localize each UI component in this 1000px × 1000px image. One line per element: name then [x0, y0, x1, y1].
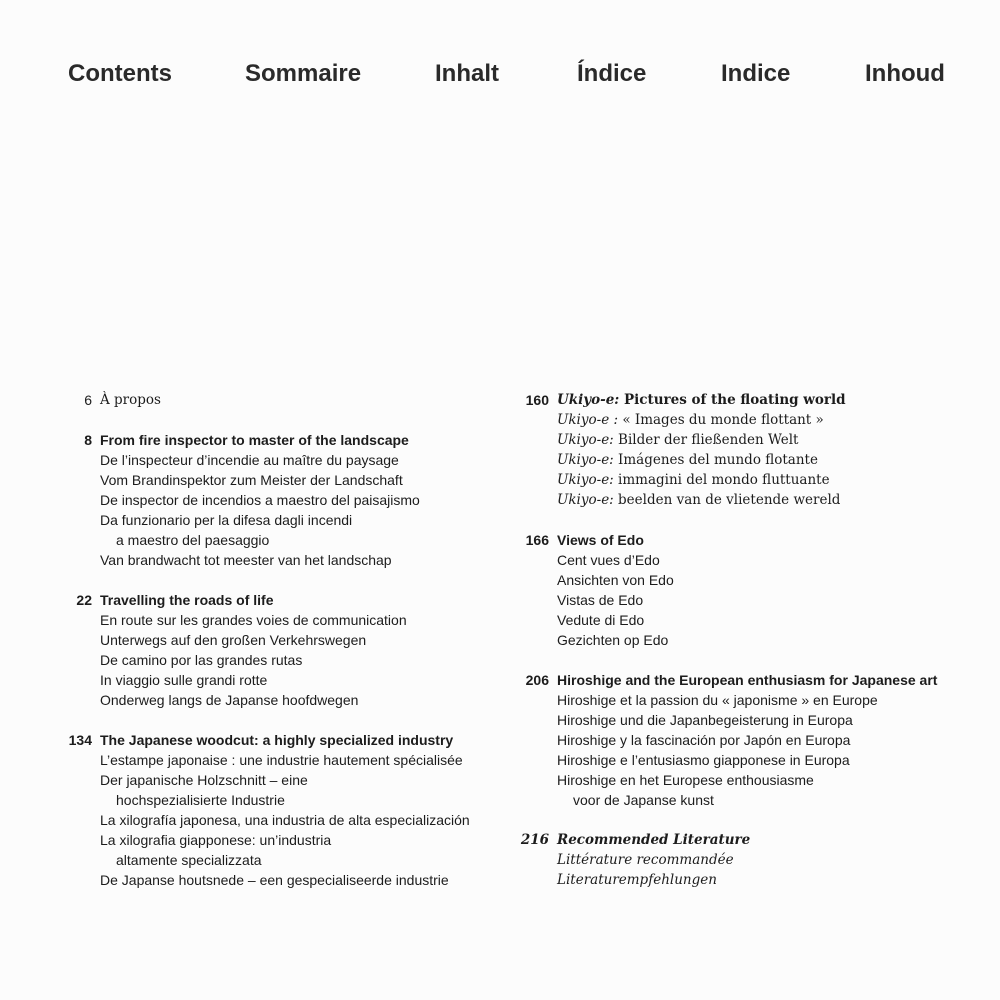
entry-line: Der japanische Holzschnitt – eine: [100, 772, 308, 788]
entry-title: Recommended Literature: [557, 832, 751, 848]
heading-sommaire: Sommaire: [245, 60, 362, 87]
heading-contents: Contents: [68, 60, 172, 87]
entry-line: [557, 450, 1000, 470]
entry-line: De camino por las grandes rutas: [100, 652, 303, 668]
language-headings: [68, 60, 950, 100]
entry-line: De inspector de incendios a maestro del paisajismo: [100, 492, 420, 508]
toc-entry[interactable]: [500, 830, 1000, 890]
entry-title: From fire inspector to master of the landscape: [100, 432, 409, 448]
entry-line-text: « Images du monde flottant »: [622, 412, 824, 428]
ukiyo-e-prefix: Ukiyo-e :: [557, 412, 619, 428]
heading-inhalt: Inhalt: [435, 60, 499, 87]
entry-line: [557, 470, 1000, 490]
page-number: 166: [525, 532, 549, 548]
entry-line: Hiroshige y la fascinación por Japón en Europa: [557, 732, 851, 748]
toc-entry[interactable]: [500, 670, 1000, 810]
entry-line: Literaturempfehlungen: [557, 872, 717, 888]
entry-line: À propos: [100, 392, 161, 408]
entry-line: a maestro del paesaggio: [116, 532, 270, 548]
entry-line: Unterwegs auf den großen Verkehrswegen: [100, 632, 367, 648]
heading-indice-es: Índice: [577, 60, 647, 87]
entry-line: Vom Brandinspektor zum Meister der Landschaft: [100, 472, 403, 488]
entry-line: La xilografía japonesa, una industria de alta especialización: [100, 812, 470, 828]
toc-right-column: [500, 390, 1000, 910]
entry-title: Travelling the roads of life: [100, 592, 274, 608]
page-number: 22: [76, 592, 92, 608]
entry-line: Cent vues d’Edo: [557, 552, 660, 568]
entry-line: Littérature recommandée: [557, 852, 734, 868]
toc-entry[interactable]: [0, 590, 500, 710]
entry-line-text: Imágenes del mundo flotante: [618, 452, 818, 468]
toc-entry[interactable]: [500, 390, 1000, 510]
entry-line: De l’inspecteur d’incendie au maître du paysage: [100, 452, 399, 468]
toc-entry[interactable]: [500, 530, 1000, 650]
entry-line: Onderweg langs de Japanse hoofdwegen: [100, 692, 359, 708]
entry-line: Da funzionario per la difesa dagli incendi: [100, 512, 353, 528]
entry-line: In viaggio sulle grandi rotte: [100, 672, 268, 688]
entry-title: Hiroshige and the European enthusiasm for Japanese art: [557, 672, 938, 688]
entry-line: Vistas de Edo: [557, 592, 644, 608]
page-number: 206: [525, 672, 549, 688]
entry-line: L’estampe japonaise : une industrie hautement spécialisée: [100, 752, 463, 768]
entry-line: [557, 490, 1000, 510]
heading-indice-it: Indice: [721, 60, 791, 87]
entry-title: Views of Edo: [557, 532, 644, 548]
entry-line: hochspezialisierte Industrie: [116, 792, 285, 808]
page-number: 134: [68, 732, 92, 748]
entry-line-text: immagini del mondo fluttuante: [618, 472, 830, 488]
entry-line: Hiroshige en het Europese enthousiasme: [557, 772, 814, 788]
entry-line: [557, 410, 1000, 430]
entry-line: En route sur les grandes voies de communication: [100, 612, 407, 628]
ukiyo-e-prefix: Ukiyo-e:: [557, 432, 614, 448]
ukiyo-e-prefix: Ukiyo-e:: [557, 392, 620, 408]
entry-line: Gezichten op Edo: [557, 632, 669, 648]
page-number: 160: [525, 392, 549, 408]
entry-line: Vedute di Edo: [557, 612, 645, 628]
toc-left-column: [0, 390, 500, 910]
entry-title: [557, 390, 1000, 410]
ukiyo-e-prefix: Ukiyo-e:: [557, 492, 614, 508]
entry-line: Ansichten von Edo: [557, 572, 674, 588]
entry-line: altamente specializzata: [116, 852, 262, 868]
entry-line: La xilografia giapponese: un’industria: [100, 832, 332, 848]
toc-entry[interactable]: [0, 390, 500, 410]
entry-line-text: Bilder der fließenden Welt: [618, 432, 799, 448]
page-number: 6: [84, 392, 92, 408]
ukiyo-e-prefix: Ukiyo-e:: [557, 472, 614, 488]
entry-line: De Japanse houtsnede – een gespecialiseerde industrie: [100, 872, 449, 888]
toc-entry[interactable]: [0, 730, 500, 890]
heading-inhoud: Inhoud: [865, 60, 945, 87]
toc-entry[interactable]: [0, 430, 500, 570]
entry-line: Hiroshige e l’entusiasmo giapponese in Europa: [557, 752, 850, 768]
entry-line: Hiroshige und die Japanbegeisterung in Europa: [557, 712, 853, 728]
entry-line: Van brandwacht tot meester van het landschap: [100, 552, 392, 568]
page-number: 216: [520, 832, 549, 848]
entry-title: The Japanese woodcut: a highly specialized industry: [100, 732, 454, 748]
entry-line-text: beelden van de vlietende wereld: [618, 492, 841, 508]
entry-line: [557, 430, 1000, 450]
entry-title-text: Pictures of the floating world: [623, 392, 846, 408]
entry-line: Hiroshige et la passion du « japonisme » en Europe: [557, 692, 878, 708]
page-number: 8: [84, 432, 92, 448]
ukiyo-e-prefix: Ukiyo-e:: [557, 452, 614, 468]
entry-line: voor de Japanse kunst: [573, 792, 714, 808]
